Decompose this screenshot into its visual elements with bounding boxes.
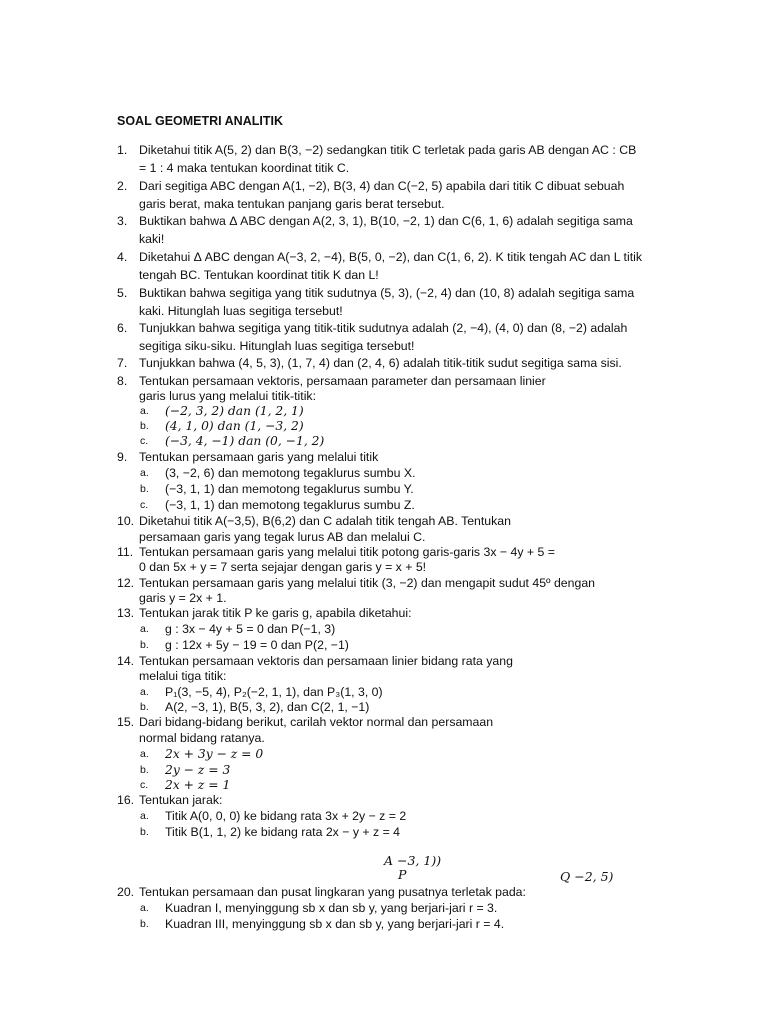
problem-text: Tentukan persamaan vektoris, persamaan parameter dan persamaan linier [139,374,546,388]
problem-number: 6. [117,321,128,335]
sub-label: b. [140,483,149,495]
sub-item: Kuadran III, menyinggung sb x dan sb y, yang berjari-jari r = 4. [165,917,505,931]
sub-item: (4, 1, 0) dan (1, −3, 2) [165,419,304,433]
problem-text: Tentukan persamaan garis yang melalui titik potong garis-garis 3x − 4y + 5 = [139,545,555,559]
problem-number: 15. [117,715,135,729]
page-title: SOAL GEOMETRI ANALITIK [117,114,283,128]
problem-text: Tentukan jarak: [139,793,223,807]
sub-label: a. [140,467,149,479]
problem-number: 3. [117,214,128,228]
problem-text: Diketahui Δ ABC dengan A(−3, 2, −4), B(5, 0, −2), dan C(1, 6, 2). K titik tengah AC dan L titik [139,250,642,264]
sub-item: (−2, 3, 2) dan (1, 2, 1) [165,404,304,418]
sub-label: c. [140,779,149,791]
problem-number: 12. [117,576,135,590]
problem-text: persamaan garis yang tegak lurus AB dan melalui C. [139,530,426,544]
stray-fragment-p: P [398,867,407,882]
problem-number: 9. [117,450,128,464]
sub-item: P₁(3, −5, 4), P₂(−2, 1, 1), dan P₃(1, 3, 0) [165,685,383,699]
problem-number: 5. [117,286,128,300]
sub-item: g : 12x + 5y − 19 = 0 dan P(2, −1) [165,638,349,652]
sub-label: a. [140,405,149,417]
sub-label: b. [140,701,149,713]
problem-text: 0 dan 5x + y = 7 serta sejajar dengan garis y = x + 5! [139,560,427,574]
problem-number: 14. [117,654,135,668]
sub-item: Titik B(1, 1, 2) ke bidang rata 2x − y + z = 4 [165,825,401,839]
sub-item: 2x + z = 1 [165,778,231,792]
problem-number: 2. [117,179,128,193]
sub-label: a. [140,686,149,698]
sub-label: a. [140,810,149,822]
problem-text: Tentukan persamaan garis yang melalui titik (3, −2) dan mengapit sudut 45º dengan [139,576,595,590]
problem-text: Diketahui titik A(−3,5), B(6,2) dan C adalah titik tengah AB. Tentukan [139,514,511,528]
problem-text: kaki. Hitunglah luas segitiga tersebut! [139,304,343,318]
problem-text: normal bidang ratanya. [139,731,265,745]
problem-text: Tunjukkan bahwa segitiga yang titik-titik sudutnya adalah (2, −4), (4, 0) dan (8, −2) adalah [139,321,628,335]
problem-number: 20. [117,885,135,899]
sub-label: a. [140,623,149,635]
sub-item: 2x + 3y − z = 0 [165,747,264,761]
problem-text: garis lurus yang melalui titik-titik: [139,389,316,403]
problem-text: = 1 : 4 maka tentukan koordinat titik C. [139,161,350,175]
problem-number: 13. [117,606,135,620]
stray-fragment-a: A −3, 1)) [384,853,442,868]
sub-item: Titik A(0, 0, 0) ke bidang rata 3x + 2y − z = 2 [165,809,407,823]
problem-text: kaki! [139,232,165,246]
problem-text: Buktikan bahwa Δ ABC dengan A(2, 3, 1), B(10, −2, 1) dan C(6, 1, 6) adalah segitiga sama [139,214,633,228]
sub-label: b. [140,918,149,930]
problem-number: 10. [117,514,135,528]
sub-item: 2y − z = 3 [165,763,231,777]
problem-text: Buktikan bahwa segitiga yang titik sudutnya (5, 3), (−2, 4) dan (10, 8) adalah segitiga sama [139,286,635,300]
problem-text: tengah BC. Tentukan koordinat titik K dan L! [139,268,379,282]
sub-item: A(2, −3, 1), B(5, 3, 2), dan C(2, 1, −1) [165,700,370,714]
sub-label: a. [140,748,149,760]
problem-text: Diketahui titik A(5, 2) dan B(3, −2) sedangkan titik C terletak pada garis AB dengan AC : CB [139,143,637,157]
problem-number: 8. [117,374,128,388]
sub-label: c. [140,499,149,511]
problem-text: Tunjukkan bahwa (4, 5, 3), (1, 7, 4) dan (2, 4, 6) adalah titik-titik sudut segitiga sama sisi. [139,356,622,370]
problem-text: Dari segitiga ABC dengan A(1, −2), B(3, 4) dan C(−2, 5) apabila dari titik C dibuat sebuah [139,179,625,193]
problem-number: 16. [117,793,135,807]
sub-item: (−3, 4, −1) dan (0, −1, 2) [165,434,325,448]
problem-text: Tentukan persamaan vektoris dan persamaan linier bidang rata yang [139,654,513,668]
problem-text: Tentukan persamaan dan pusat lingkaran yang pusatnya terletak pada: [139,885,526,899]
problem-text: garis berat, maka tentukan panjang garis berat tersebut. [139,197,445,211]
sub-item: Kuadran I, menyinggung sb x dan sb y, yang berjari-jari r = 3. [165,901,498,915]
sub-label: b. [140,764,149,776]
problem-text: garis y = 2x + 1. [139,591,227,605]
problem-text: melalui tiga titik: [139,669,227,683]
problem-number: 4. [117,250,128,264]
stray-fragment-q: Q −2, 5) [560,869,614,884]
sub-item: (−3, 1, 1) dan memotong tegaklurus sumbu Z. [165,498,415,512]
sub-label: b. [140,826,149,838]
problem-text: Tentukan persamaan garis yang melalui titik [139,450,379,464]
sub-label: b. [140,420,149,432]
sub-label: b. [140,639,149,651]
problem-text: Tentukan jarak titik P ke garis g, apabila diketahui: [139,606,412,620]
problem-number: 1. [117,143,128,157]
problem-text: Dari bidang-bidang berikut, carilah vektor normal dan persamaan [139,715,494,729]
sub-label: c. [140,435,149,447]
sub-item: (−3, 1, 1) dan memotong tegaklurus sumbu Y. [165,482,414,496]
problem-number: 11. [117,545,134,559]
sub-label: a. [140,902,149,914]
problem-text: segitiga siku-siku. Hitunglah luas segitiga tersebut! [139,339,415,353]
sub-item: (3, −2, 6) dan memotong tegaklurus sumbu X. [165,466,416,480]
sub-item: g : 3x − 4y + 5 = 0 dan P(−1, 3) [165,622,336,636]
problem-number: 7. [117,356,128,370]
